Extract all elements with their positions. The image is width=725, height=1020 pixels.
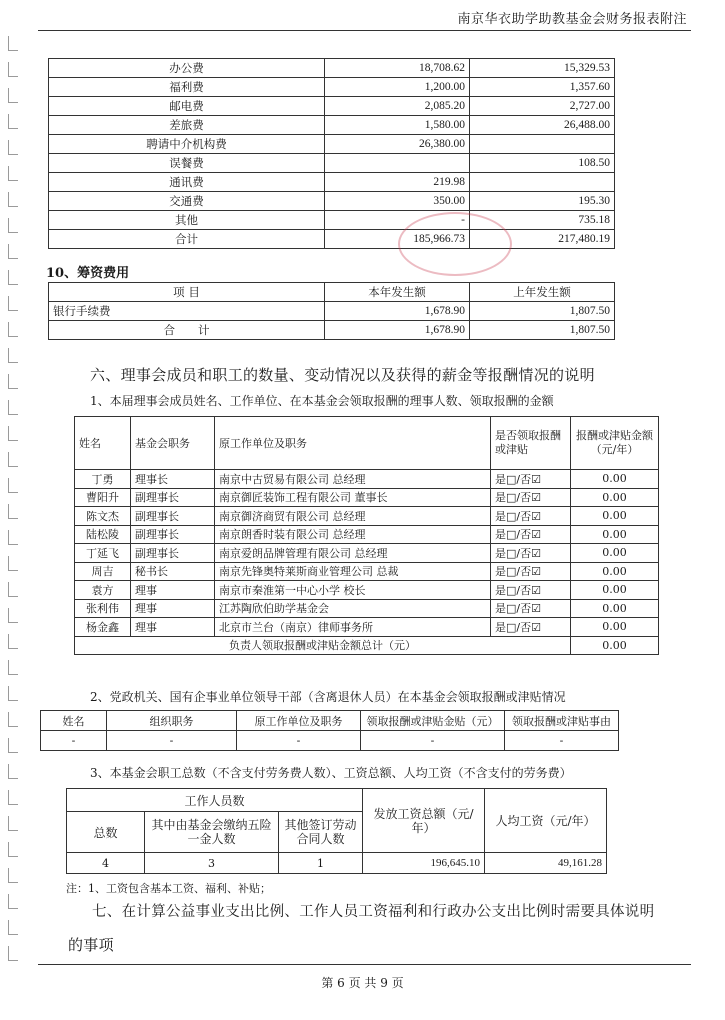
binding-mark: [8, 686, 9, 700]
table-row: [49, 154, 615, 173]
binding-mark: [8, 934, 18, 935]
row-previous: 108.50: [470, 154, 615, 173]
table-row: [49, 97, 615, 116]
member-name: 丁延飞: [75, 544, 131, 563]
header-avg: 人均工资（元/年）: [485, 789, 607, 853]
table-row: [75, 618, 659, 637]
binding-mark: [8, 674, 18, 675]
row-item: 其他: [49, 211, 325, 230]
header-staff-group: 工作人员数: [67, 789, 363, 812]
binding-mark: [8, 908, 18, 909]
member-employer: 南京御济商贸有限公司 总经理: [215, 507, 491, 526]
table-row: [67, 853, 607, 874]
member-name: 陈文杰: [75, 507, 131, 526]
member-amount: 0.00: [571, 525, 659, 544]
header-reason: 领取报酬或津贴事由: [505, 711, 619, 731]
member-position: 理事长: [131, 470, 215, 489]
binding-mark: [8, 478, 9, 492]
table-row: [49, 116, 615, 135]
board-total-amount: 0.00: [571, 636, 659, 655]
board-total-label: 负责人领取报酬或津贴金额总计（元）: [75, 636, 571, 655]
table-row: [49, 321, 615, 340]
table-row: [49, 78, 615, 97]
member-amount: 0.00: [571, 599, 659, 618]
binding-mark: [8, 712, 9, 726]
row-current: 185,966.73: [325, 230, 470, 249]
binding-mark: [8, 270, 9, 284]
member-paid: 是□/否☑: [491, 562, 571, 581]
cell-name: -: [41, 731, 107, 751]
binding-mark: [8, 414, 18, 415]
binding-mark: [8, 622, 18, 623]
binding-mark: [8, 726, 18, 727]
member-position: 副理事长: [131, 525, 215, 544]
binding-mark: [8, 180, 18, 181]
header-paid: 是否领取报酬或津贴: [491, 417, 571, 470]
table-row: [75, 488, 659, 507]
row-current: 350.00: [325, 192, 470, 211]
member-employer: 南京御匠装饰工程有限公司 董事长: [215, 488, 491, 507]
header-name: 姓名: [75, 417, 131, 470]
member-amount: 0.00: [571, 488, 659, 507]
binding-mark: [8, 374, 9, 388]
binding-mark: [8, 244, 9, 258]
row-previous: 26,488.00: [470, 116, 615, 135]
table-row: [75, 417, 659, 470]
binding-mark: [8, 88, 9, 102]
member-employer: 南京中古贸易有限公司 总经理: [215, 470, 491, 489]
member-amount: 0.00: [571, 562, 659, 581]
row-previous: 2,727.00: [470, 97, 615, 116]
member-amount: 0.00: [571, 581, 659, 600]
member-position: 理事: [131, 599, 215, 618]
table-row: [75, 525, 659, 544]
table-row: [67, 789, 607, 812]
member-amount: 0.00: [571, 618, 659, 637]
member-employer: 南京爱朗品牌管理有限公司 总经理: [215, 544, 491, 563]
member-employer: 江苏陶欣伯助学基金会: [215, 599, 491, 618]
member-name: 丁勇: [75, 470, 131, 489]
cell-avg: 49,161.28: [485, 853, 607, 874]
officials-table: [40, 710, 619, 751]
binding-mark: [8, 778, 18, 779]
binding-mark: [8, 218, 9, 232]
member-amount: 0.00: [571, 507, 659, 526]
header-contract: 其他签订劳动合同人数: [279, 812, 363, 853]
binding-mark: [8, 920, 9, 934]
member-employer: 南京朗香时装有限公司 总经理: [215, 525, 491, 544]
table-row: [75, 507, 659, 526]
row-current: 18,708.62: [325, 59, 470, 78]
table-row: [75, 544, 659, 563]
binding-mark: [8, 764, 9, 778]
row-current: 219.98: [325, 173, 470, 192]
row-previous: [470, 173, 615, 192]
row-current: 26,380.00: [325, 135, 470, 154]
binding-mark: [8, 388, 18, 389]
binding-mark: [8, 232, 18, 233]
binding-mark: [8, 296, 9, 310]
member-name: 曹阳升: [75, 488, 131, 507]
header-item: 项 目: [49, 283, 325, 302]
binding-mark: [8, 452, 9, 466]
member-amount: 0.00: [571, 544, 659, 563]
row-previous: 195.30: [470, 192, 615, 211]
row-item: 聘请中介机构费: [49, 135, 325, 154]
binding-mark: [8, 504, 9, 518]
binding-mark: [8, 206, 18, 207]
table-row: [75, 470, 659, 489]
header-total: 总数: [67, 812, 145, 853]
row-item: 交通费: [49, 192, 325, 211]
binding-mark: [8, 192, 9, 206]
section6-title: 六、理事会成员和职工的数量、变动情况以及获得的薪金等报酬情况的说明: [90, 366, 595, 384]
row-previous: 15,329.53: [470, 59, 615, 78]
member-paid: 是□/否☑: [491, 599, 571, 618]
member-name: 杨金鑫: [75, 618, 131, 637]
binding-mark: [8, 166, 9, 180]
cell-org-position: -: [107, 731, 237, 751]
table-row: [49, 173, 615, 192]
binding-mark: [8, 114, 9, 128]
member-paid: 是□/否☑: [491, 581, 571, 600]
staff-table: [66, 788, 607, 874]
cell-insured: 3: [145, 853, 279, 874]
fundraising-title: 10、筹资费用: [46, 266, 130, 281]
binding-mark: [8, 596, 18, 597]
table-row: [49, 135, 615, 154]
binding-mark: [8, 544, 18, 545]
binding-margin: [0, 0, 26, 1020]
header-insured: 其中由基金会缴纳五险一金人数: [145, 812, 279, 853]
binding-mark: [8, 258, 18, 259]
row-item: 误餐费: [49, 154, 325, 173]
row-current: -: [325, 211, 470, 230]
binding-mark: [8, 336, 18, 337]
binding-mark: [8, 894, 9, 908]
binding-mark: [8, 348, 9, 362]
header-amount: 报酬或津贴金额（元/年）: [571, 417, 659, 470]
table-row: [49, 192, 615, 211]
section7-title-line2: 的事项: [68, 936, 114, 954]
cell-employer: -: [237, 731, 361, 751]
binding-mark: [8, 608, 9, 622]
member-position: 秘书长: [131, 562, 215, 581]
binding-mark: [8, 154, 18, 155]
row-previous: 1,807.50: [470, 321, 615, 340]
row-item: 办公费: [49, 59, 325, 78]
section6-sub3: 3、本基金会职工总数（不含支付劳务费人数）、工资总额、人均工资（不含支付的劳务费）: [90, 766, 572, 780]
table-row: [75, 636, 659, 655]
member-name: 袁方: [75, 581, 131, 600]
binding-mark: [8, 830, 18, 831]
binding-mark: [8, 310, 18, 311]
row-previous: [470, 135, 615, 154]
table-row: [49, 302, 615, 321]
member-name: 张利伟: [75, 599, 131, 618]
seal-stamp: [398, 212, 512, 276]
binding-mark: [8, 842, 9, 856]
header-wages: 发放工资总额（元/年）: [363, 789, 485, 853]
binding-mark: [8, 752, 18, 753]
binding-mark: [8, 426, 9, 440]
binding-mark: [8, 362, 18, 363]
row-item: 合计: [49, 230, 325, 249]
row-current: [325, 154, 470, 173]
header-amount: 领取报酬或津贴金贴（元）: [361, 711, 505, 731]
binding-mark: [8, 856, 18, 857]
binding-mark: [8, 50, 18, 51]
binding-mark: [8, 284, 18, 285]
binding-mark: [8, 738, 9, 752]
fundraising-table: [48, 282, 615, 340]
header-employer: 原工作单位及职务: [237, 711, 361, 731]
document-header: 南京华衣助学助教基金会财务报表附注: [457, 12, 687, 27]
member-paid: 是□/否☑: [491, 618, 571, 637]
header-employer: 原工作单位及职务: [215, 417, 491, 470]
row-item: 差旅费: [49, 116, 325, 135]
header-org-position: 组织职务: [107, 711, 237, 731]
table-row: [41, 731, 619, 751]
row-current: 2,085.20: [325, 97, 470, 116]
binding-mark: [8, 102, 18, 103]
binding-mark: [8, 660, 9, 674]
table-row: [49, 59, 615, 78]
member-name: 周吉: [75, 562, 131, 581]
member-position: 理事: [131, 581, 215, 600]
member-paid: 是□/否☑: [491, 507, 571, 526]
binding-mark: [8, 882, 18, 883]
binding-mark: [8, 556, 9, 570]
member-amount: 0.00: [571, 470, 659, 489]
binding-mark: [8, 62, 9, 76]
binding-mark: [8, 946, 9, 960]
binding-mark: [8, 492, 18, 493]
row-current: 1,678.90: [325, 321, 470, 340]
binding-mark: [8, 466, 18, 467]
cell-amount: -: [361, 731, 505, 751]
member-employer: 南京先锋奥特莱斯商业管理公司 总裁: [215, 562, 491, 581]
binding-mark: [8, 648, 18, 649]
binding-mark: [8, 440, 18, 441]
binding-mark: [8, 582, 9, 596]
member-employer: 南京市秦淮第一中心小学 校长: [215, 581, 491, 600]
table-row: [75, 581, 659, 600]
row-previous: 1,807.50: [470, 302, 615, 321]
cell-total: 4: [67, 853, 145, 874]
binding-mark: [8, 634, 9, 648]
section6-sub1: 1、本届理事会成员姓名、工作单位、在本基金会领取报酬的理事人数、领取报酬的金额: [90, 394, 554, 408]
member-name: 陆松陵: [75, 525, 131, 544]
table-row: [49, 283, 615, 302]
binding-mark: [8, 322, 9, 336]
row-item: 福利费: [49, 78, 325, 97]
member-position: 理事: [131, 618, 215, 637]
member-paid: 是□/否☑: [491, 544, 571, 563]
row-item: 合 计: [49, 321, 325, 340]
member-position: 副理事长: [131, 507, 215, 526]
footer-rule: [38, 964, 691, 965]
member-position: 副理事长: [131, 544, 215, 563]
binding-mark: [8, 518, 18, 519]
row-item: 通讯费: [49, 173, 325, 192]
staff-note: 注：1、工资包含基本工资、福利、补贴；: [66, 882, 271, 895]
member-paid: 是□/否☑: [491, 470, 571, 489]
cell-reason: -: [505, 731, 619, 751]
binding-mark: [8, 140, 9, 154]
binding-mark: [8, 530, 9, 544]
binding-mark: [8, 36, 9, 50]
header-previous: 上年发生额: [470, 283, 615, 302]
admin-expense-table: [48, 58, 615, 249]
header-position: 基金会职务: [131, 417, 215, 470]
row-previous: 735.18: [470, 211, 615, 230]
member-paid: 是□/否☑: [491, 525, 571, 544]
binding-mark: [8, 790, 9, 804]
binding-mark: [8, 960, 18, 961]
row-item: 银行手续费: [49, 302, 325, 321]
binding-mark: [8, 128, 18, 129]
binding-mark: [8, 804, 18, 805]
row-current: 1,580.00: [325, 116, 470, 135]
cell-contract: 1: [279, 853, 363, 874]
table-row: [49, 230, 615, 249]
row-item: 邮电费: [49, 97, 325, 116]
header-name: 姓名: [41, 711, 107, 731]
binding-mark: [8, 570, 18, 571]
section6-sub2: 2、党政机关、国有企事业单位领导干部（含离退休人员）在本基金会领取报酬或津贴情况: [90, 690, 566, 704]
board-table: [74, 416, 659, 655]
binding-mark: [8, 816, 9, 830]
section7-title-line1: 七、在计算公益事业支出比例、工作人员工资福利和行政办公支出比例时需要具体说明: [92, 904, 655, 920]
row-previous: 217,480.19: [470, 230, 615, 249]
row-previous: 1,357.60: [470, 78, 615, 97]
binding-mark: [8, 76, 18, 77]
row-current: 1,678.90: [325, 302, 470, 321]
member-position: 副理事长: [131, 488, 215, 507]
member-paid: 是□/否☑: [491, 488, 571, 507]
member-employer: 北京市兰台（南京）律师事务所: [215, 618, 491, 637]
cell-wages: 196,645.10: [363, 853, 485, 874]
table-row: [49, 211, 615, 230]
binding-mark: [8, 400, 9, 414]
table-row: [41, 711, 619, 731]
table-row: [75, 562, 659, 581]
table-row: [75, 599, 659, 618]
row-current: 1,200.00: [325, 78, 470, 97]
binding-mark: [8, 868, 9, 882]
page-number: 第 6 页 共 9 页: [321, 976, 404, 990]
header-current: 本年发生额: [325, 283, 470, 302]
binding-mark: [8, 700, 18, 701]
header-rule: [38, 30, 691, 31]
